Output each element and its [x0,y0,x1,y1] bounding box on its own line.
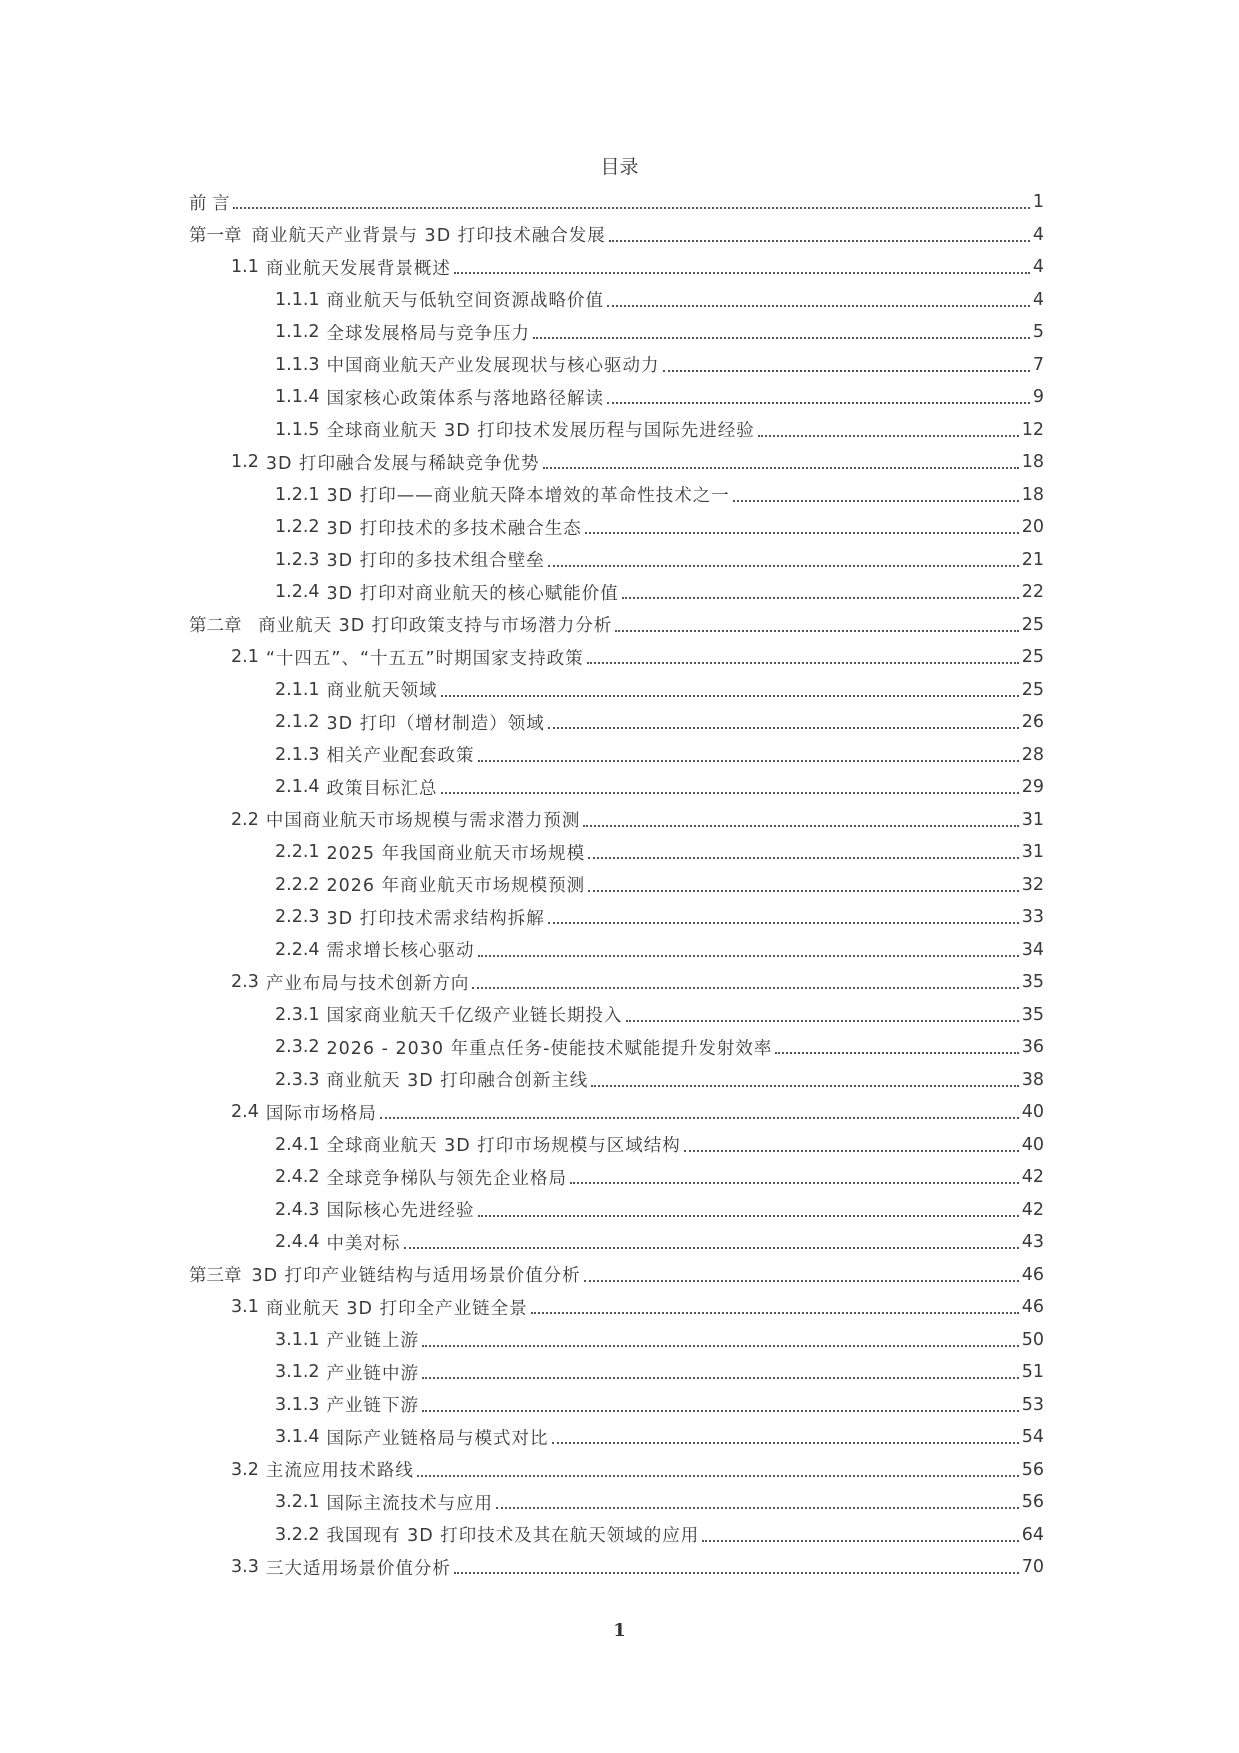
toc-entry-title: 中国商业航天市场规模与需求潜力预测 [265,811,581,832]
toc-entry[interactable] [189,1356,1044,1389]
dot-leader [584,1280,1019,1282]
toc-entry[interactable] [189,706,1044,739]
toc-entry[interactable] [189,1096,1044,1129]
dot-leader [233,207,1030,209]
dot-leader [454,272,1030,274]
toc-entry[interactable] [189,251,1044,284]
dot-leader [684,1150,1019,1152]
toc-page-number: 1 [1032,192,1044,213]
toc-entry[interactable] [189,674,1044,707]
toc-entry[interactable] [189,219,1044,252]
toc-page-number: 28 [1021,744,1044,765]
toc-page-number: 9 [1032,387,1044,408]
toc-page-number: 31 [1021,842,1044,863]
toc-entry-number: 3.1.2 [275,1362,320,1383]
toc-entry-title: 全球商业航天 3D 打印技术发展历程与国际先进经验 [326,421,755,442]
toc-page-number: 25 [1021,647,1044,668]
toc-entry[interactable] [189,479,1044,512]
toc-entry[interactable] [189,1226,1044,1259]
table-of-contents [189,186,1044,1584]
toc-page-number: 50 [1021,1329,1044,1350]
toc-page-number: 36 [1021,1037,1044,1058]
toc-entry[interactable] [189,1291,1044,1324]
dot-leader [758,435,1019,437]
toc-entry-title: 全球竞争梯队与领先企业格局 [326,1168,568,1189]
toc-entry-number: 2.2.4 [275,939,320,960]
toc-entry[interactable] [189,609,1044,642]
toc-entry-number: 第二章 [189,616,242,637]
toc-page-number: 46 [1021,1297,1044,1318]
toc-entry-number: 2.1.2 [275,712,320,733]
toc-entry-title: 中美对标 [326,1233,401,1254]
toc-entry-title: 3D 打印技术需求结构拆解 [326,908,545,929]
toc-entry-title: 产业链下游 [326,1396,420,1417]
toc-entry-title: 2025 年我国商业航天市场规模 [326,843,586,864]
toc-entry-title: 3D 打印对商业航天的核心赋能价值 [326,583,619,604]
toc-page-number: 32 [1021,874,1044,895]
toc-entry-title: 全球发展格局与竞争压力 [326,323,531,344]
toc-entry[interactable] [189,934,1044,967]
dot-leader [441,695,1019,697]
toc-page-number: 22 [1021,582,1044,603]
toc-page-number: 26 [1021,712,1044,733]
dot-leader [478,1215,1019,1217]
dot-leader [587,662,1019,664]
toc-entry-number: 1.1.5 [275,419,320,440]
toc-page-number: 35 [1021,1004,1044,1025]
toc-entry-number: 3.2 [231,1459,259,1480]
toc-page-number: 31 [1021,809,1044,830]
dot-leader [591,1085,1018,1087]
dot-leader [607,305,1030,307]
toc-entry[interactable] [189,999,1044,1032]
toc-entry-number: 1.2.3 [275,549,320,570]
toc-page-number: 40 [1021,1102,1044,1123]
toc-entry-title: 政策目标汇总 [326,778,438,799]
toc-entry-number: 1.1.4 [275,387,320,408]
toc-page-number: 54 [1021,1427,1044,1448]
toc-page-number: 46 [1021,1264,1044,1285]
toc-entry-number: 2.2 [231,809,259,830]
toc-entry[interactable] [189,316,1044,349]
toc-page-number: 12 [1021,419,1044,440]
toc-entry-title: 3D 打印融合发展与稀缺竞争优势 [265,453,540,474]
toc-entry-number: 2.3.1 [275,1004,320,1025]
toc-entry-title: 国家商业航天千亿级产业链长期投入 [326,1006,623,1027]
toc-entry[interactable] [189,414,1044,447]
toc-entry-title: 商业航天产业背景与 3D 打印技术融合发展 [251,226,606,247]
toc-entry[interactable] [189,1259,1044,1292]
toc-page-number: 64 [1021,1524,1044,1545]
toc-entry[interactable] [189,446,1044,479]
toc-entry-title: 商业航天领域 [326,681,438,702]
toc-entry-number: 2.2.1 [275,842,320,863]
toc-entry-title: 商业航天与低轨空间资源战略价值 [326,291,605,312]
toc-entry-number: 2.3.2 [275,1037,320,1058]
dot-leader [422,1377,1019,1379]
toc-page-number: 20 [1021,517,1044,538]
toc-entry-number: 2.4.1 [275,1134,320,1155]
toc-entry-title: 三大适用场景价值分析 [265,1558,451,1579]
toc-page-number: 18 [1021,484,1044,505]
dot-leader [702,1540,1018,1542]
dot-leader [570,1182,1019,1184]
toc-page-number: 51 [1021,1362,1044,1383]
toc-entry[interactable] [189,1064,1044,1097]
dot-leader [615,630,1018,632]
toc-page-number: 42 [1021,1167,1044,1188]
toc-entry-number: 2.1.4 [275,777,320,798]
dot-leader [380,1117,1019,1119]
toc-entry[interactable] [189,771,1044,804]
toc-entry-title: 中国商业航天产业发展现状与核心驱动力 [326,356,660,377]
toc-page-number: 25 [1021,679,1044,700]
toc-page-number: 29 [1021,777,1044,798]
page-number: 1 [613,1620,626,1641]
toc-entry[interactable] [189,1421,1044,1454]
toc-entry-number: 1.2.4 [275,582,320,603]
toc-entry[interactable] [189,544,1044,577]
toc-entry-number: 3.1 [231,1297,259,1318]
toc-page-number: 53 [1021,1394,1044,1415]
dot-leader [663,370,1030,372]
toc-entry-title: 3D 打印（增材制造）领域 [326,713,545,734]
dot-leader [733,500,1019,502]
toc-page-number: 70 [1021,1557,1044,1578]
dot-leader [609,240,1030,242]
toc-entry-number: 2.3 [231,972,259,993]
dot-leader [543,467,1019,469]
toc-entry-title: 主流应用技术路线 [265,1461,414,1482]
toc-entry[interactable] [189,284,1044,317]
toc-entry-title: 商业航天发展背景概述 [265,258,451,279]
toc-entry-title: 国家核心政策体系与落地路径解读 [326,388,605,409]
dot-leader [531,1312,1019,1314]
toc-page-number: 18 [1021,452,1044,473]
dot-leader [588,890,1019,892]
toc-entry[interactable] [189,186,1044,219]
toc-entry-number: 2.3.3 [275,1069,320,1090]
dot-leader [422,1410,1019,1412]
toc-entry[interactable] [189,511,1044,544]
toc-page-number: 25 [1021,614,1044,635]
dot-leader [454,1572,1019,1574]
toc-entry-title: 3D 打印技术的多技术融合生态 [326,518,582,539]
toc-entry-title: 商业航天 3D 打印全产业链全景 [265,1298,528,1319]
toc-entry-number: 1.2.1 [275,484,320,505]
toc-entry[interactable] [189,1551,1044,1584]
toc-entry[interactable] [189,641,1044,674]
dot-leader [607,402,1030,404]
dot-leader [496,1507,1019,1509]
dot-leader [533,337,1030,339]
toc-entry-number: 第一章 [189,226,242,247]
toc-entry-number: 1.1.1 [275,289,320,310]
toc-entry-title: 需求增长核心驱动 [326,941,475,962]
toc-entry[interactable] [189,576,1044,609]
toc-entry-number: 第三章 [189,1266,242,1287]
dot-leader [548,922,1019,924]
toc-entry-title: 3D 打印产业链结构与适用场景价值分析 [251,1266,581,1287]
toc-page-number: 38 [1021,1069,1044,1090]
dot-leader [548,565,1019,567]
toc-entry-title: 3D 打印的多技术组合壁垒 [326,551,545,572]
toc-entry-title: 国际核心先进经验 [326,1201,475,1222]
toc-entry-title: 相关产业配套政策 [326,746,475,767]
toc-entry-number: 2.4 [231,1102,259,1123]
toc-entry-number: 2.1.1 [275,679,320,700]
dot-leader [583,825,1018,827]
toc-entry[interactable] [189,1389,1044,1422]
toc-entry[interactable] [189,1454,1044,1487]
toc-page-number: 33 [1021,907,1044,928]
dot-leader [441,792,1019,794]
toc-page-number: 5 [1032,322,1044,343]
toc-page-number: 4 [1032,257,1044,278]
dot-leader [622,597,1019,599]
dot-leader [548,727,1019,729]
toc-entry-number: 2.2.3 [275,907,320,928]
toc-entry-number: 1.1.2 [275,322,320,343]
dot-leader [472,987,1018,989]
toc-entry-number: 3.1.3 [275,1394,320,1415]
toc-page-number: 40 [1021,1134,1044,1155]
toc-entry[interactable] [189,1031,1044,1064]
dot-leader [478,760,1019,762]
dot-leader [422,1345,1019,1347]
toc-entry-number: 2.1.3 [275,744,320,765]
toc-entry-number: 3.2.1 [275,1492,320,1513]
toc-entry-number: 2.4.4 [275,1232,320,1253]
toc-entry-title: 2026 - 2030 年重点任务-使能技术赋能提升发射效率 [326,1038,773,1059]
toc-entry-title: “十四五”、“十五五”时期国家支持政策 [265,648,584,669]
toc-entry[interactable] [189,1519,1044,1552]
toc-page-number: 35 [1021,972,1044,993]
dot-leader [478,955,1019,957]
toc-entry[interactable] [189,901,1044,934]
toc-entry-number: 3.2.2 [275,1524,320,1545]
toc-entry-title: 3D 打印——商业航天降本增效的革命性技术之一 [326,486,730,507]
toc-entry-number: 1.2 [231,452,259,473]
toc-entry-number: 1.1 [231,257,259,278]
toc-entry-number: 2.1 [231,647,259,668]
toc-page-number: 4 [1032,224,1044,245]
toc-entry-title: 商业航天 3D 打印融合创新主线 [326,1071,589,1092]
toc-entry[interactable] [189,349,1044,382]
toc-entry-number: 3.3 [231,1557,259,1578]
toc-entry[interactable] [189,836,1044,869]
toc-page-number: 4 [1032,289,1044,310]
toc-entry-title: 2026 年商业航天市场规模预测 [326,876,586,897]
toc-entry-title: 国际产业链格局与模式对比 [326,1428,549,1449]
toc-entry-number: 2.4.3 [275,1199,320,1220]
dot-leader [552,1442,1019,1444]
toc-entry[interactable] [189,1324,1044,1357]
toc-page-number: 56 [1021,1459,1044,1480]
toc-title: 目录 [600,156,639,178]
toc-entry[interactable] [189,804,1044,837]
toc-page-number: 7 [1032,354,1044,375]
toc-entry-title: 产业布局与技术创新方向 [265,973,470,994]
toc-entry-number: 3.1.1 [275,1329,320,1350]
toc-entry[interactable] [189,1194,1044,1227]
toc-entry[interactable] [189,381,1044,414]
toc-entry-number: 1.2.2 [275,517,320,538]
toc-entry-title: 我国现有 3D 打印技术及其在航天领域的应用 [326,1526,700,1547]
dot-leader [585,532,1019,534]
dot-leader [775,1052,1018,1054]
toc-entry-title: 产业链中游 [326,1363,420,1384]
toc-entry-number: 2.4.2 [275,1167,320,1188]
toc-page-number: 34 [1021,939,1044,960]
toc-page-number: 42 [1021,1199,1044,1220]
toc-entry[interactable] [189,1161,1044,1194]
toc-entry[interactable] [189,739,1044,772]
dot-leader [404,1247,1019,1249]
toc-entry[interactable] [189,869,1044,902]
dot-leader [588,857,1019,859]
toc-entry[interactable] [189,1486,1044,1519]
toc-entry-number: 1.1.3 [275,354,320,375]
toc-page-number: 43 [1021,1232,1044,1253]
toc-entry-title: 全球商业航天 3D 打印市场规模与区域结构 [326,1136,681,1157]
toc-entry-title: 国际市场格局 [265,1103,377,1124]
toc-entry-number: 前 言 [189,193,230,214]
toc-entry[interactable] [189,1129,1044,1162]
toc-page-number: 56 [1021,1492,1044,1513]
toc-entry-title: 国际主流技术与应用 [326,1493,494,1514]
toc-entry-number: 2.2.2 [275,874,320,895]
dot-leader [417,1475,1019,1477]
toc-entry-title: 产业链上游 [326,1331,420,1352]
toc-entry-number: 3.1.4 [275,1427,320,1448]
toc-page-number: 21 [1021,549,1044,570]
dot-leader [626,1020,1019,1022]
toc-entry-title: 商业航天 3D 打印政策支持与市场潜力分析 [251,616,613,637]
toc-entry[interactable] [189,966,1044,999]
